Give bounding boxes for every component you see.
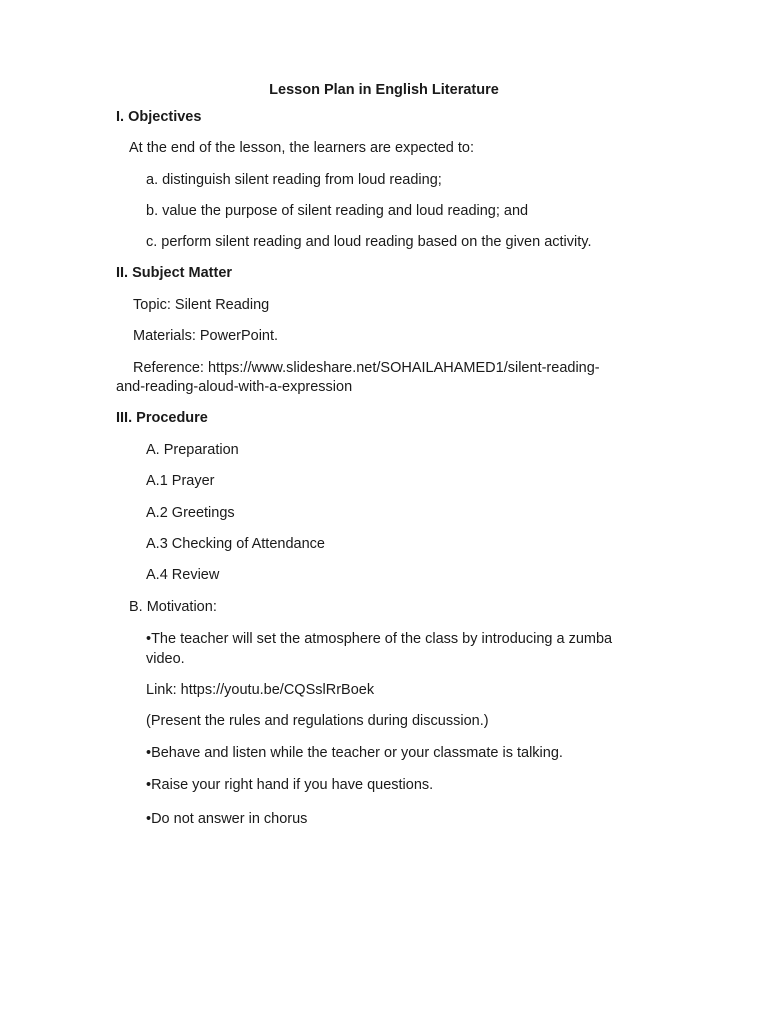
- rule-item: •Do not answer in chorus: [146, 811, 308, 827]
- subject-reference-line1: Reference: https://www.slideshare.net/SOHAILAHAMED1/silent-reading-: [133, 360, 600, 376]
- preparation-step: A.4 Review: [146, 567, 220, 583]
- motivation-bullet-line2: video.: [146, 651, 185, 667]
- motivation-link: Link: https://youtu.be/CQSslRrBoek: [146, 682, 375, 698]
- subject-topic: Topic: Silent Reading: [133, 297, 270, 313]
- objectives-heading: I. Objectives: [116, 109, 202, 125]
- preparation-step: A.1 Prayer: [146, 473, 215, 489]
- objectives-intro: At the end of the lesson, the learners are expected to:: [129, 140, 474, 156]
- motivation-rules-note: (Present the rules and regulations during discussion.): [146, 713, 489, 729]
- subject-materials: Materials: PowerPoint.: [133, 328, 279, 344]
- rule-item: •Raise your right hand if you have questions.: [146, 777, 434, 793]
- preparation-label: A. Preparation: [146, 442, 239, 458]
- preparation-step: A.2 Greetings: [146, 505, 235, 521]
- subject-matter-heading: II. Subject Matter: [116, 265, 233, 281]
- preparation-step: A.3 Checking of Attendance: [146, 536, 325, 552]
- motivation-label: B. Motivation:: [129, 599, 217, 615]
- procedure-heading: III. Procedure: [116, 410, 208, 426]
- motivation-bullet-line1: •The teacher will set the atmosphere of the class by introducing a zumba: [146, 631, 613, 647]
- objective-item-c: c. perform silent reading and loud reading based on the given activity.: [146, 234, 592, 250]
- document-title: Lesson Plan in English Literature: [269, 82, 499, 98]
- objective-item-b: b. value the purpose of silent reading and loud reading; and: [146, 203, 529, 219]
- subject-reference-line2: and-reading-aloud-with-a-expression: [116, 379, 353, 395]
- rule-item: •Behave and listen while the teacher or your classmate is talking.: [146, 745, 563, 761]
- objective-item-a: a. distinguish silent reading from loud reading;: [146, 172, 442, 188]
